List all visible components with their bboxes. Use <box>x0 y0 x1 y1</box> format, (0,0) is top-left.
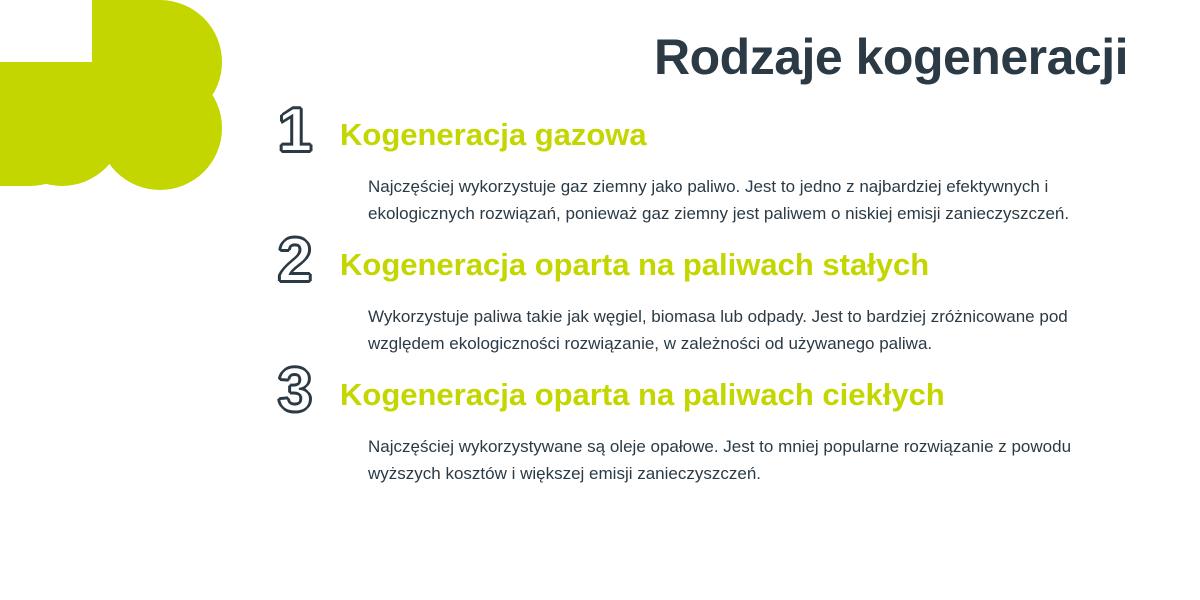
list-item <box>250 355 1200 488</box>
list-item-header <box>250 225 1200 297</box>
item-number: 3 <box>277 355 313 425</box>
item-description: Najczęściej wykorzystywane są oleje opałowe. Jest to mniej popularne rozwiązanie z powodu wyższych kosztów i większej emisji zanieczyszczeń. <box>368 436 1072 484</box>
item-heading: Kogeneracja oparta na paliwach ciekłych <box>340 376 945 412</box>
item-number: 2 <box>277 225 313 295</box>
list-item <box>250 225 1200 358</box>
item-description: Najczęściej wykorzystuje gaz ziemny jako paliwo. Jest to jedno z najbardziej efektywnych i ekologicznych rozwiązań, ponieważ gaz ziemny jest paliwem o niskiej emisji zanieczyszczeń. <box>368 176 1070 224</box>
item-heading: Kogeneracja oparta na paliwach stałych <box>340 246 930 282</box>
content-area <box>250 0 1200 600</box>
list-item-header <box>250 96 1200 167</box>
list-item <box>250 96 1200 228</box>
item-heading: Kogeneracja gazowa <box>340 117 647 152</box>
items-list <box>250 96 1200 488</box>
item-description: Wykorzystuje paliwa takie jak węgiel, biomasa lub odpady. Jest to bardziej zróżnicowane pod względem ekologiczności rozwiązanie, w zależności od używanego paliwa. <box>368 306 1068 354</box>
page-title: Rodzaje kogeneracji <box>654 29 1128 85</box>
item-number: 1 <box>277 96 313 165</box>
brand-logo-mark <box>0 0 250 220</box>
list-item-header <box>250 355 1200 427</box>
